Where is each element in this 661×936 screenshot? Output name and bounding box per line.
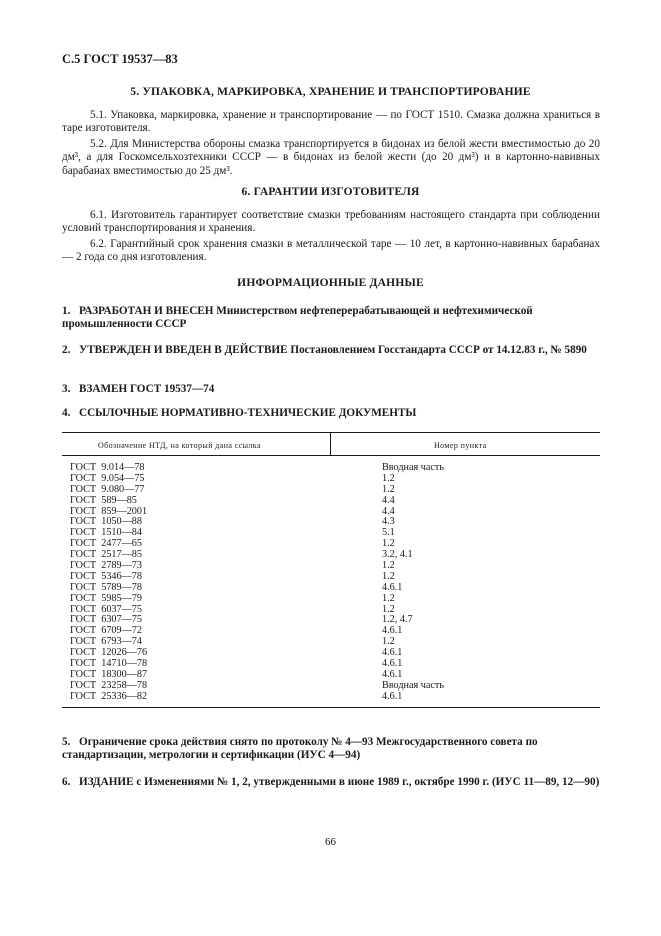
table-header-divider <box>330 432 331 455</box>
table-cell-doc: ГОСТ 6307—75 <box>70 614 142 626</box>
table-cell-item: 1.2 <box>382 570 395 582</box>
info-item-number: 2. <box>62 344 71 356</box>
info-item-1 <box>62 305 600 332</box>
table-cell-doc: ГОСТ 9.014—78 <box>70 462 145 473</box>
table-cell-doc: ГОСТ 5789—78 <box>70 581 142 593</box>
paragraph-5-2: 5.2. Для Министерства обороны смазка транспортируется в бидонах из белой жести вместимостью до 20 дм³, а для Госкомсельхозтехники СССР — в бидонах из белой жести (до 20 дм³) и в картонно-навивных барабанах вместимостью до 25 дм³. <box>62 138 600 177</box>
table-cell-item: 1.2 <box>382 636 395 648</box>
info-item-number: 3. <box>62 383 71 395</box>
table-cell-doc: ГОСТ 1510—84 <box>70 527 142 539</box>
table-cell-item: 5.1 <box>382 527 395 539</box>
table-cell-item: 1.2, 4.7 <box>382 614 413 626</box>
info-title: ИНФОРМАЦИОННЫЕ ДАННЫЕ <box>237 277 424 289</box>
section-6-title: 6. ГАРАНТИИ ИЗГОТОВИТЕЛЯ <box>241 186 420 198</box>
table-cell-item: 4.4 <box>382 505 395 517</box>
info-item-5 <box>62 736 600 763</box>
table-cell-item: 1.2 <box>382 603 395 615</box>
table-cell-item: 1.2 <box>382 538 395 550</box>
table-cell-item: 1.2 <box>382 472 395 484</box>
table-header-doc: Обозначение НТД, на который дана ссылка <box>98 441 261 450</box>
table-cell-item: 4.3 <box>382 516 395 528</box>
table-cell-item: 4.4 <box>382 494 395 506</box>
table-row <box>70 539 600 550</box>
table-cell-item: 4.6.1 <box>382 581 403 593</box>
table-cell-doc: ГОСТ 6037—75 <box>70 603 142 615</box>
table-cell-doc: ГОСТ 1050—88 <box>70 516 142 528</box>
table-header-item: Номер пункта <box>434 441 487 450</box>
table-header-bottom-border <box>62 455 600 456</box>
table-cell-doc: ГОСТ 25336—82 <box>70 690 148 702</box>
table-row <box>70 594 600 605</box>
table-cell-doc: ГОСТ 859—2001 <box>70 505 148 517</box>
page-header: С.5 ГОСТ 19537—83 <box>62 52 178 66</box>
info-item-text: ИЗДАНИЕ с Изменениями № 1, 2, утвержденными в июне 1989 г., октябре 1990 г. (ИУС 11—89, 12—90) <box>79 776 600 788</box>
info-item-text: Ограничение срока действия снято по протоколу № 4—93 Межгосударственного совета по стандартизации, метрологии и сертификации (ИУС 4—94) <box>62 736 538 762</box>
table-row <box>70 605 600 616</box>
info-item-text: ССЫЛОЧНЫЕ НОРМАТИВНО-ТЕХНИЧЕСКИЕ ДОКУМЕНТЫ <box>79 407 417 419</box>
info-item-text: ВЗАМЕН ГОСТ 19537—74 <box>79 383 215 395</box>
table-cell-doc: ГОСТ 5346—78 <box>70 570 142 582</box>
table-cell-item: Вводная часть <box>382 679 444 691</box>
info-item-number: 1. <box>62 305 71 317</box>
table-cell-doc: ГОСТ 589—85 <box>70 494 137 506</box>
table-top-border <box>62 432 600 433</box>
paragraph-6-1: 6.1. Изготовитель гарантирует соответствие смазки требованиям настоящего стандарта при соблюдении условий транспортирования и хранения. <box>62 209 600 235</box>
table-row <box>70 692 600 703</box>
table-row <box>70 474 600 485</box>
table-row <box>70 615 600 626</box>
info-item-number: 5. <box>62 736 71 748</box>
table-row <box>70 550 600 561</box>
page-number: 66 <box>325 836 336 848</box>
table-row <box>70 583 600 594</box>
table-row <box>70 528 600 539</box>
table-row <box>70 670 600 681</box>
table-cell-doc: ГОСТ 23258—78 <box>70 679 148 691</box>
table-cell-item: 4.6.1 <box>382 625 403 637</box>
table-cell-item: 1.2 <box>382 592 395 604</box>
table-row <box>70 572 600 583</box>
table-row <box>70 626 600 637</box>
table-row <box>70 517 600 528</box>
info-item-text: УТВЕРЖДЕН И ВВЕДЕН В ДЕЙСТВИЕ Постановлением Госстандарта СССР от 14.12.83 г., № 5890 <box>79 344 587 356</box>
paragraph-5-1: 5.1. Упаковка, маркировка, хранение и транспортирование — по ГОСТ 1510. Смазка должна храниться в таре изготовителя. <box>62 109 600 135</box>
table-cell-item: 4.6.1 <box>382 647 403 659</box>
table-row <box>70 496 600 507</box>
table-row <box>70 507 600 518</box>
info-item-number: 6. <box>62 776 71 788</box>
paragraph-6-2: 6.2. Гарантийный срок хранения смазки в металлической таре — 10 лет, в картонно-навивных барабанах — 2 года со дня изготовления. <box>62 238 600 264</box>
table-body <box>70 463 600 703</box>
table-cell-item: 1.2 <box>382 483 395 495</box>
table-cell-item: 3.2, 4.1 <box>382 549 413 561</box>
info-item-number: 4. <box>62 407 71 419</box>
table-cell-item: Вводная часть <box>382 462 444 473</box>
table-cell-doc: ГОСТ 6709—72 <box>70 625 142 637</box>
table-row <box>70 648 600 659</box>
info-item-4 <box>62 407 600 420</box>
table-row <box>70 659 600 670</box>
table-row <box>70 637 600 648</box>
table-cell-doc: ГОСТ 2477—65 <box>70 538 142 550</box>
table-cell-item: 4.6.1 <box>382 658 403 670</box>
table-row <box>70 463 600 474</box>
table-cell-doc: ГОСТ 12026—76 <box>70 647 148 659</box>
table-bottom-border <box>62 707 600 708</box>
table-cell-doc: ГОСТ 14710—78 <box>70 658 148 670</box>
table-cell-item: 4.6.1 <box>382 690 403 702</box>
table-row <box>70 681 600 692</box>
table-cell-doc: ГОСТ 9.080—77 <box>70 483 145 495</box>
table-cell-doc: ГОСТ 9.054—75 <box>70 472 145 484</box>
table-cell-doc: ГОСТ 18300—87 <box>70 668 148 680</box>
table-row <box>70 485 600 496</box>
table-cell-doc: ГОСТ 2789—73 <box>70 560 142 572</box>
info-item-text: РАЗРАБОТАН И ВНЕСЕН Министерством нефтеперерабатывающей и нефтехимической промышленности СССР <box>62 305 533 331</box>
info-item-6 <box>62 776 600 789</box>
info-item-3 <box>62 383 600 396</box>
table-cell-item: 4.6.1 <box>382 668 403 680</box>
info-item-2 <box>62 344 600 357</box>
table-row <box>70 561 600 572</box>
section-5-title: 5. УПАКОВКА, МАРКИРОВКА, ХРАНЕНИЕ И ТРАНСПОРТИРОВАНИЕ <box>130 86 531 98</box>
table-cell-item: 1.2 <box>382 560 395 572</box>
table-cell-doc: ГОСТ 5985—79 <box>70 592 142 604</box>
table-cell-doc: ГОСТ 6793—74 <box>70 636 142 648</box>
table-cell-doc: ГОСТ 2517—85 <box>70 549 142 561</box>
